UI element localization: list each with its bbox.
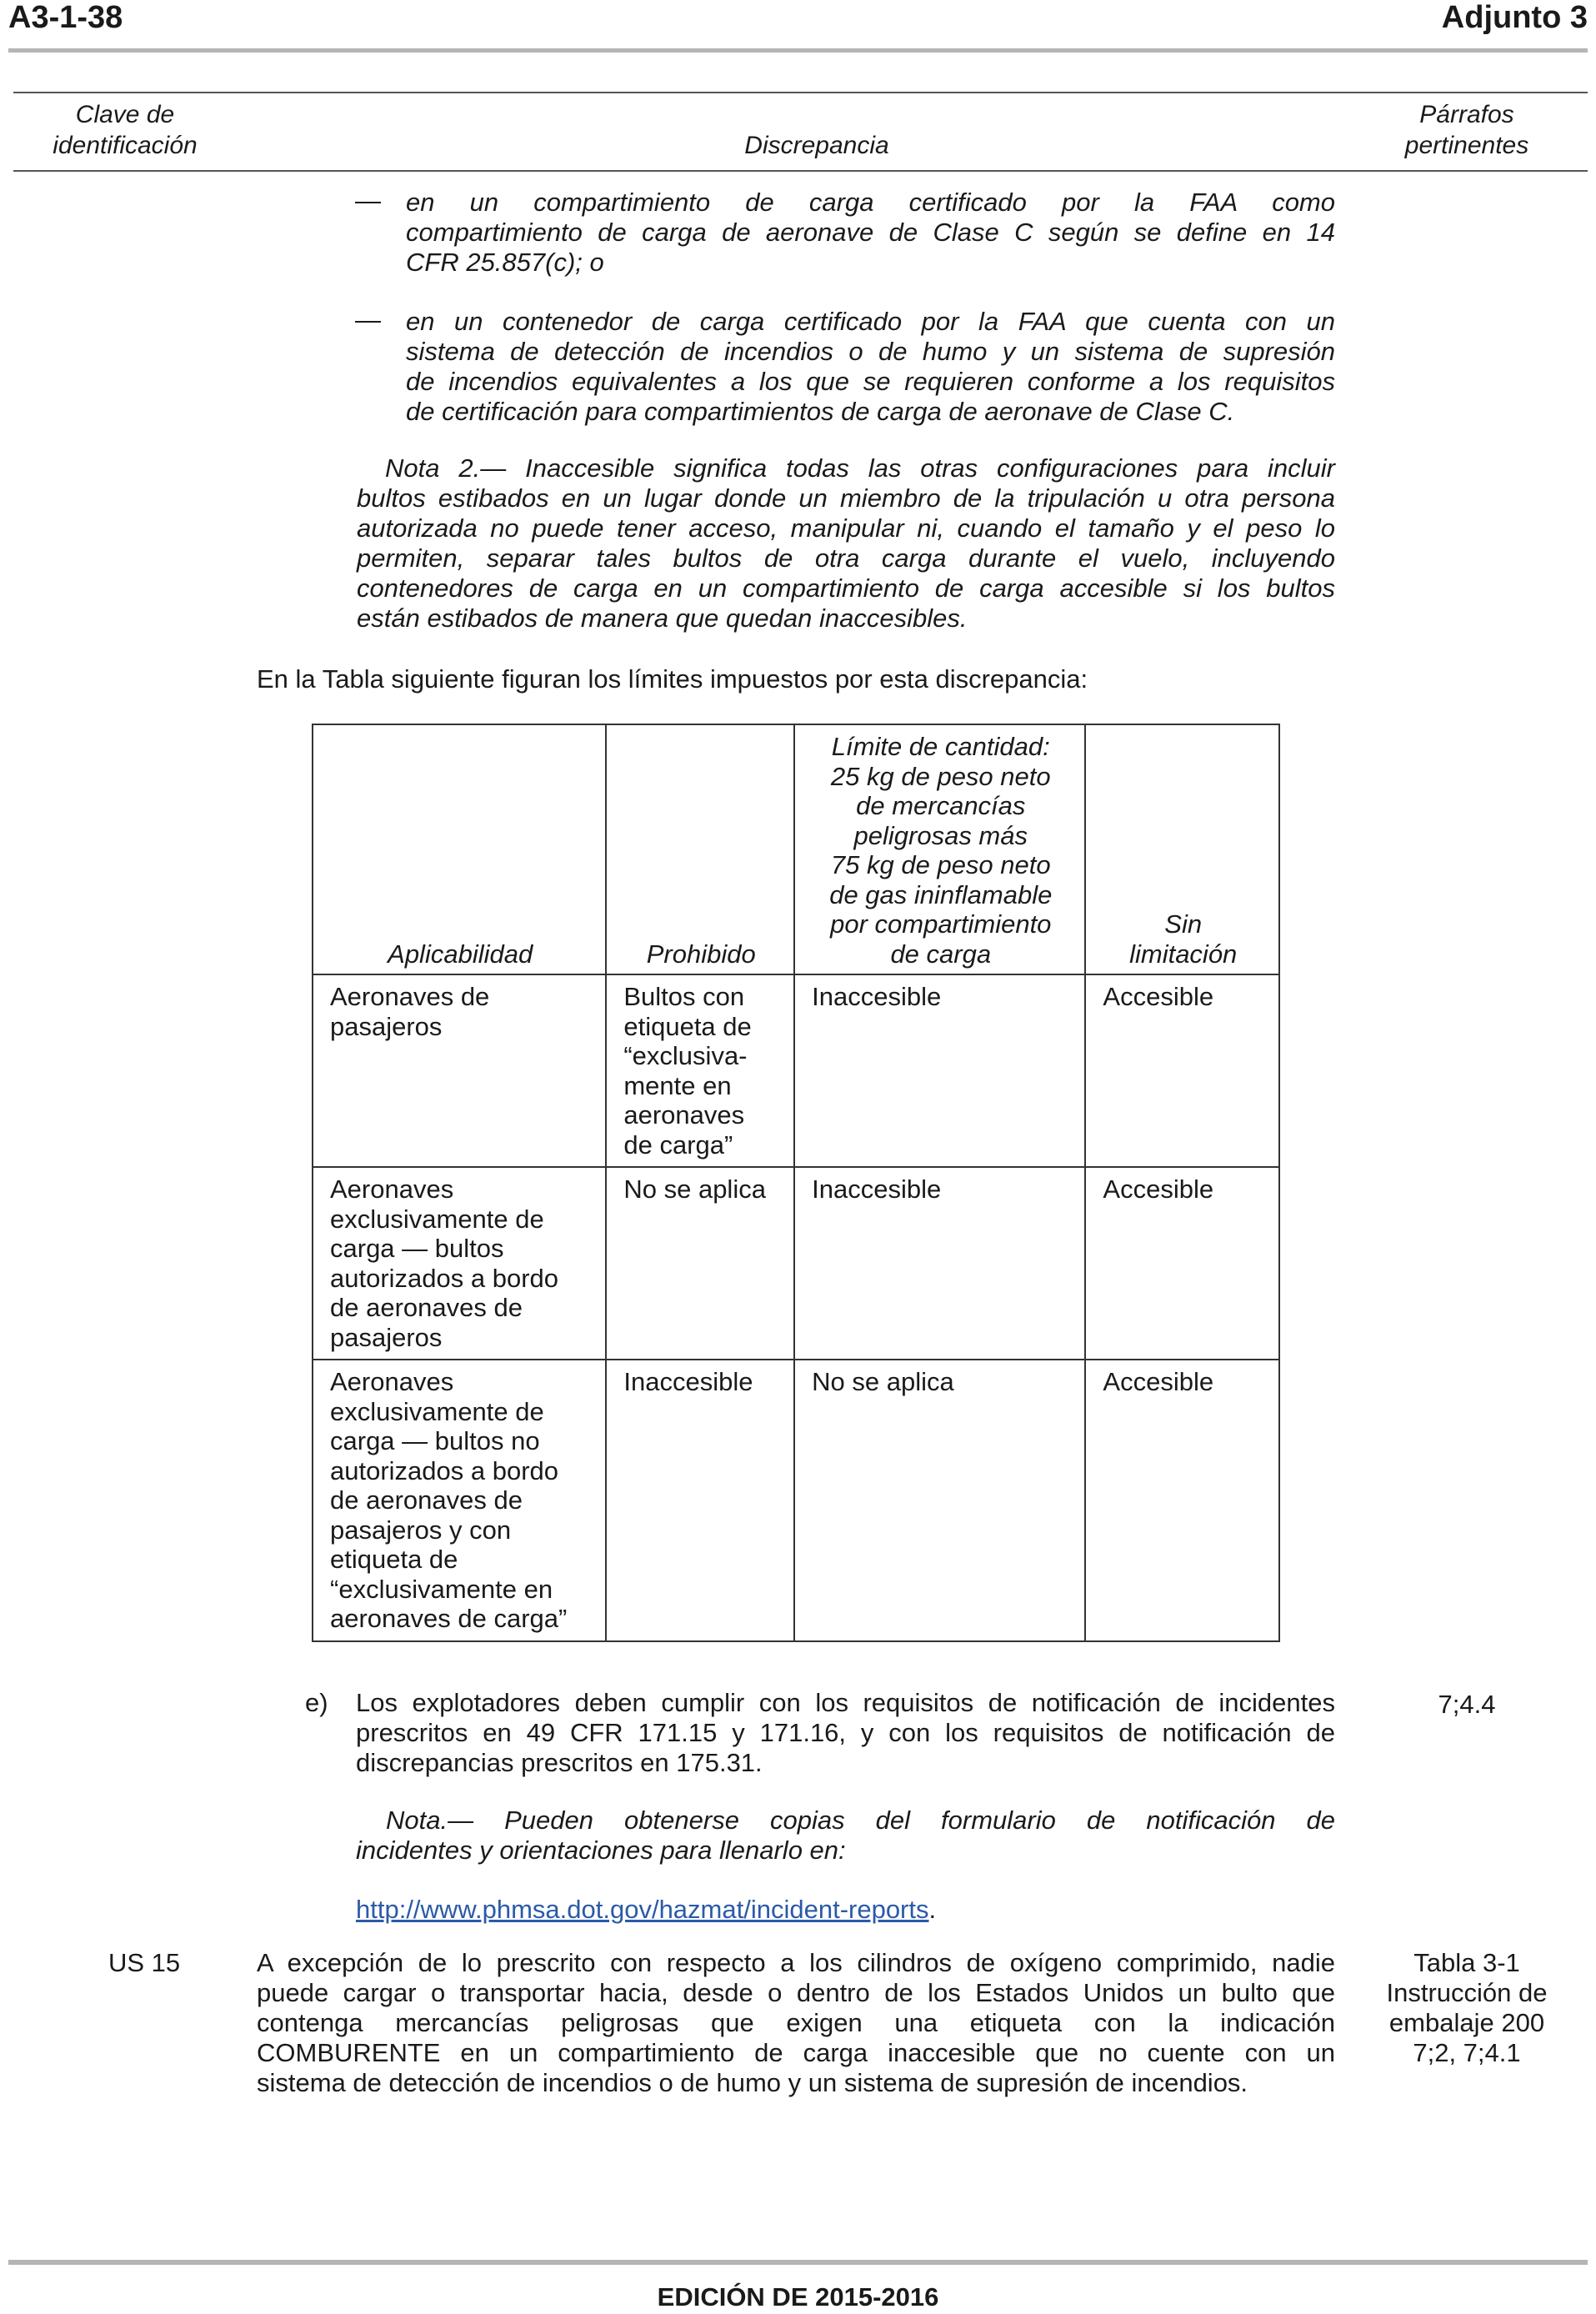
cell-line: No se aplica <box>623 1175 766 1204</box>
text-line: de certificación para compartimientos de carga de aeronave de Clase C. <box>406 397 1235 426</box>
cell-line: de aeronaves de <box>330 1485 523 1515</box>
text-line: contenedores de carga en un compartimiento de carga accesible si los bultos <box>357 573 1335 603</box>
text-line: CFR 25.857(c); o <box>406 248 604 277</box>
cell-quantity-limit <box>794 974 1085 1167</box>
column-bottom-rule <box>13 170 1588 172</box>
text-line: compartimiento de carga de aeronave de Clase C según se define en 14 <box>406 218 1335 247</box>
item-e-reference: 7;4.4 <box>1438 1690 1496 1719</box>
cell-line: Accesible <box>1103 1367 1214 1396</box>
text-line: incidentes y orientaciones para llenarlo en: <box>356 1836 846 1865</box>
bullet-item-class-c-compartment <box>406 188 1335 278</box>
column-top-rule <box>13 92 1588 93</box>
header-rule <box>8 48 1588 53</box>
incident-report-link-line <box>356 1895 936 1925</box>
cell-line: Accesible <box>1103 982 1214 1011</box>
cell-line: Inaccesible <box>812 982 942 1011</box>
text-line: A excepción de lo prescrito con respecto a los cilindros de oxígeno comprimido, nadie <box>257 1948 1335 1977</box>
reference-line: Tabla 3-1 <box>1413 1948 1520 1977</box>
cell-line: carga — bultos <box>330 1234 504 1263</box>
header-prohibited <box>606 724 794 974</box>
cell-line: “exclusiva- <box>623 1041 748 1070</box>
text-line: están estibados de manera que quedan inaccesibles. <box>357 604 968 633</box>
cell-line: de aeronaves de <box>330 1293 523 1322</box>
text-line: bultos estibados en un lugar donde un miembro de la tripulación u otra persona <box>357 483 1335 513</box>
cell-line: Inaccesible <box>623 1367 753 1396</box>
header-line: por compartimiento <box>830 909 1052 939</box>
header-quantity-limit <box>794 724 1085 974</box>
link-suffix: . <box>928 1895 937 1924</box>
header-line: de carga <box>890 939 992 969</box>
discrepancy-id: US 15 <box>108 1948 181 1977</box>
header-line: 25 kg de peso neto <box>830 761 1051 791</box>
text-line: Nota 2.— Inaccesible significa todas las otras configuraciones para incluir <box>385 453 1335 483</box>
cell-prohibited <box>606 974 794 1167</box>
column-id-line: identificación <box>53 132 198 159</box>
cell-applicability <box>313 1360 606 1641</box>
cell-line: aeronaves <box>623 1100 745 1129</box>
header-line: Aplicabilidad <box>388 939 533 969</box>
cell-line: autorizados a bordo <box>330 1455 559 1485</box>
cell-no-limit <box>1085 1167 1279 1360</box>
text-line: Los explotadores deben cumplir con los requisitos de notificación de incidentes <box>356 1688 1335 1717</box>
column-paragraphs-line: Párrafos <box>1419 101 1514 128</box>
table-row <box>313 974 1279 1167</box>
text-line: Nota.— Pueden obtenerse copias del formulario de notificación de <box>386 1806 1335 1835</box>
cell-applicability <box>313 974 606 1167</box>
edition-footer: EDICIÓN DE 2015-2016 <box>657 2282 939 2311</box>
cell-no-limit <box>1085 974 1279 1167</box>
limits-table <box>312 724 1280 1642</box>
cell-line: “exclusivamente en <box>330 1574 553 1604</box>
cell-prohibited <box>606 1167 794 1360</box>
text-line: contenga mercancías peligrosas que exigen una etiqueta con la indicación <box>257 2008 1335 2037</box>
bullet-dash: — <box>355 305 381 334</box>
cell-line: pasajeros y con <box>330 1515 512 1545</box>
text-line: puede cargar o transportar hacia, desde o dentro de los Estados Unidos un bulto que <box>257 1978 1335 2007</box>
footer-rule <box>8 2260 1588 2265</box>
cell-line: aeronaves de carga” <box>330 1604 568 1633</box>
text-line: permiten, separar tales bultos de otra carga durante el vuelo, incluyendo <box>357 543 1335 573</box>
cell-line: Bultos con <box>623 982 745 1011</box>
table-intro: En la Tabla siguiente figuran los límites impuestos por esta discrepancia: <box>257 664 1088 694</box>
note-2 <box>357 453 1335 634</box>
header-no-limit <box>1085 724 1279 974</box>
header-line: 75 kg de peso neto <box>830 850 1051 879</box>
text-line: en un compartimiento de carga certificado por la FAA como <box>406 188 1335 217</box>
table-header-row <box>313 724 1279 974</box>
cell-line: pasajeros <box>330 1322 443 1352</box>
incident-report-link[interactable]: http://www.phmsa.dot.gov/hazmat/incident-reports <box>356 1895 929 1924</box>
header-line: limitación <box>1129 939 1238 969</box>
text-line: COMBURENTE en un compartimiento de carga inaccesible que no cuente con un <box>257 2038 1335 2067</box>
column-id-line: Clave de <box>75 101 175 128</box>
header-line: Sin <box>1164 909 1203 939</box>
cell-line: pasajeros <box>330 1011 443 1041</box>
reference-line: Instrucción de <box>1386 1978 1548 2007</box>
column-paragraphs-line: pertinentes <box>1404 132 1529 159</box>
item-e-label: e) <box>305 1688 328 1717</box>
cell-line: Inaccesible <box>812 1175 942 1204</box>
reference-line: 7;2, 7;4.1 <box>1413 2038 1521 2067</box>
cell-line: carga — bultos no <box>330 1426 540 1455</box>
header-line: Límite de cantidad: <box>831 732 1050 761</box>
text-line: discrepancias prescritos en 175.31. <box>356 1748 763 1777</box>
cell-line: etiqueta de <box>330 1545 458 1574</box>
text-line: prescritos en 49 CFR 171.15 y 171.16, y con los requisitos de notificación de <box>356 1718 1335 1747</box>
cell-line: Aeronaves <box>330 1175 454 1204</box>
cell-prohibited <box>606 1360 794 1641</box>
header-line: Prohibido <box>646 939 756 969</box>
cell-quantity-limit <box>794 1167 1085 1360</box>
text-line: sistema de detección de incendios o de humo y un sistema de supresión <box>406 337 1335 366</box>
cell-applicability <box>313 1167 606 1360</box>
table-row <box>313 1360 1279 1641</box>
column-id-heading <box>25 99 225 161</box>
cell-line: de carga” <box>623 1129 733 1160</box>
cell-quantity-limit <box>794 1360 1085 1641</box>
column-discrepancy-heading: Discrepancia <box>744 132 889 159</box>
reference-line: embalaje 200 <box>1388 2008 1545 2037</box>
text-line: de incendios equivalentes a los que se requieren conforme a los requisitos <box>406 367 1335 396</box>
page-number: A3-1-38 <box>8 0 123 35</box>
cell-line: Accesible <box>1103 1175 1214 1204</box>
bullet-item-cargo-container <box>406 307 1335 427</box>
bullet-dash: — <box>355 186 381 215</box>
header-line: peligrosas más <box>853 820 1028 850</box>
cell-no-limit <box>1085 1360 1279 1641</box>
table-row <box>313 1167 1279 1360</box>
header-applicability <box>313 724 606 974</box>
cell-line: mente en <box>623 1070 732 1100</box>
us15-references <box>1367 1948 1567 2068</box>
text-line: en un contenedor de carga certificado por la FAA que cuenta con un <box>406 307 1335 336</box>
item-e-text <box>356 1688 1335 1778</box>
cell-line: Aeronaves <box>330 1367 454 1396</box>
cell-line: exclusivamente de <box>330 1204 544 1234</box>
text-line: autorizada no puede tener acceso, manipular ni, cuando el tamaño y el peso lo <box>357 513 1335 543</box>
text-line: sistema de detección de incendios o de humo y un sistema de supresión de incendios. <box>257 2068 1248 2097</box>
column-paragraphs-heading <box>1367 99 1567 161</box>
cell-line: exclusivamente de <box>330 1396 544 1426</box>
cell-line: autorizados a bordo <box>330 1263 559 1293</box>
us15-text <box>257 1948 1335 2098</box>
attachment-label: Adjunto 3 <box>1441 0 1588 35</box>
header-line: de mercancías <box>856 791 1026 820</box>
header-line: de gas ininflamable <box>829 879 1053 909</box>
cell-line: No se aplica <box>812 1367 954 1396</box>
cell-line: etiqueta de <box>623 1011 752 1041</box>
cell-line: Aeronaves de <box>330 982 490 1011</box>
item-e-note <box>356 1806 1335 1866</box>
